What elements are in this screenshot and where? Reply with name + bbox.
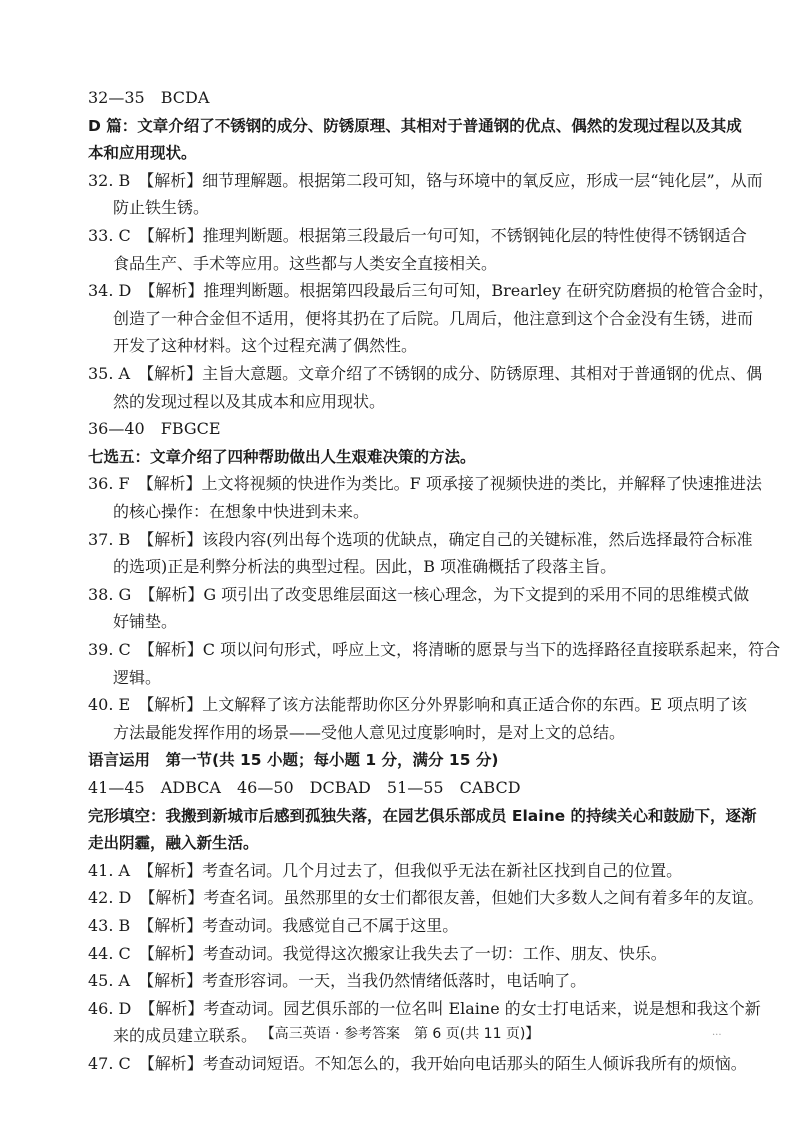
answer-line: 41. A 【解析】考查名词。几个月过去了，但我似乎无法在新社区找到自己的位置。 <box>88 860 683 880</box>
answer-line: 37. B 【解析】该段内容(列出每个选项的优缺点，确定自己的关键标准，然后选择最符合标准 <box>88 529 753 549</box>
answer-line: 40. E 【解析】上文解释了该方法能帮助你区分外界影响和真正适合你的东西。E 项点明了该 <box>88 695 747 715</box>
answer-continuation-line: 创造了一种合金但不适用，便将其扔在了后院。几周后，他注意到这个合金没有生锈，进而 <box>113 308 754 328</box>
answer-continuation-line: 好铺垫。 <box>113 612 178 632</box>
answer-line: 41—45 ADBCA 46—50 DCBAD 51—55 CABCD <box>88 778 521 797</box>
section-heading-line: 走出阴霾，融入新生活。 <box>88 834 259 853</box>
answer-line: 46. D 【解析】考查动词。园艺俱乐部的一位名叫 Elaine 的女士打电话来，说是想和我这个新 <box>88 998 761 1018</box>
answer-continuation-line: 的核心操作：在想象中快进到未来。 <box>113 502 370 521</box>
answer-line: 32. B 【解析】细节理解题。根据第二段可知，铬与环境中的氧反应，形成一层“钝化层”，从而 <box>88 170 763 190</box>
section-heading-line: D 篇：文章介绍了不锈钢的成分、防锈原理、其相对于普通钢的优点、偶然的发现过程以及其成 <box>88 116 742 135</box>
answer-line: 39. C 【解析】C 项以问句形式，呼应上文，将清晰的愿景与当下的选择路径直接联系起来，符合 <box>88 640 781 659</box>
section-heading-line: 七选五：文章介绍了四种帮助做出人生艰难决策的方法。 <box>88 447 476 466</box>
answer-continuation-line: 来的成员建立联系。 <box>113 1026 258 1046</box>
answer-line: 35. A 【解析】主旨大意题。文章介绍了不锈钢的成分、防锈原理、其相对于普通钢的优点、偶 <box>88 364 763 383</box>
page-footer: 【高三英语 · 参考答案 第 6 页(共 11 页)】 <box>260 1026 540 1042</box>
answer-line: 43. B 【解析】考查动词。我感觉自己不属于这里。 <box>88 916 459 935</box>
answer-line: 47. C 【解析】考查动词短语。不知怎么的，我开始向电话那头的陌生人倾诉我所有的烦恼。 <box>88 1054 747 1073</box>
answer-continuation-line: 开发了这种材料。这个过程充满了偶然性。 <box>113 336 418 356</box>
answer-continuation-line: 然的发现过程以及其成本和应用现状。 <box>113 391 386 411</box>
answer-continuation-line: 的选项)正是利弊分析法的典型过程。因此，B 项准确概括了段落主旨。 <box>113 557 617 577</box>
answer-line: 42. D 【解析】考查名词。虽然那里的女士们都很友善，但她们大多数人之间有着多年的友谊。 <box>88 888 764 908</box>
answer-line: 34. D 【解析】推理判断题。根据第四段最后三句可知，Brearley 在研究防磨损的枪管合金时， <box>88 281 775 301</box>
answer-continuation-line: 逻辑。 <box>113 667 162 687</box>
section-heading-line: 本和应用现状。 <box>88 144 197 163</box>
section-heading-line: 完形填空：我搬到新城市后感到孤独失落，在园艺俱乐部成员 Elaine 的持续关心和鼓励下，逐渐 <box>88 806 757 825</box>
answer-continuation-line: 食品生产、手术等应用。这些都与人类安全直接相关。 <box>113 253 498 273</box>
answer-line: 36. F 【解析】上文将视频的快进作为类比。F 项承接了视频快进的类比，并解释了快速推进法 <box>88 474 762 494</box>
answer-continuation-line: 防止铁生锈。 <box>113 198 210 218</box>
section-heading-line: 语言运用 第一节(共 15 小题；每小题 1 分，满分 15 分) <box>88 751 499 770</box>
answer-line: 44. C 【解析】考查动词。我觉得这次搬家让我失去了一切：工作、朋友、快乐。 <box>88 943 667 963</box>
answer-line: 36—40 FBGCE <box>88 419 221 439</box>
answer-line: 33. C 【解析】推理判断题。根据第三段最后一句可知，不锈钢钝化层的特性使得不锈钢适合 <box>88 226 747 245</box>
answer-line: 32—35 BCDA <box>88 88 210 107</box>
answer-line: 38. G 【解析】G 项引出了改变思维层面这一核心理念，为下文提到的采用不同的思维模式做 <box>88 584 750 604</box>
answer-line: 45. A 【解析】考查形容词。一天，当我仍然情绪低落时，电话响了。 <box>88 971 587 991</box>
answer-continuation-line: 方法最能发挥作用的场景——受他人意见过度影响时，是对上文的总结。 <box>113 722 626 742</box>
footer-dots: ... <box>712 1027 722 1038</box>
